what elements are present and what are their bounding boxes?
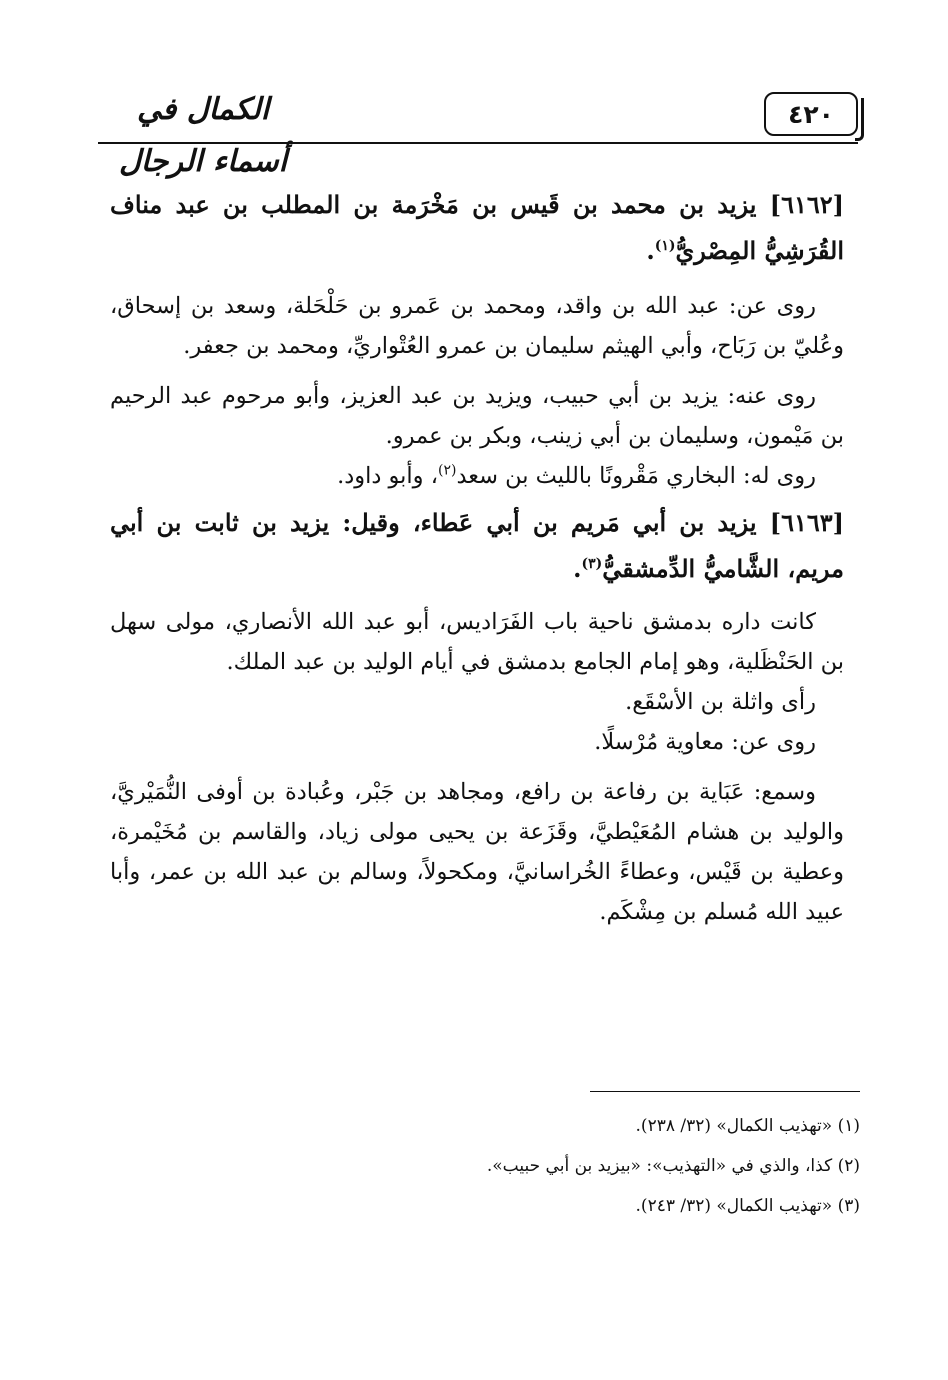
entry-heading-text: [٦١٦٢] يزيد بن محمد بن قَيس بن مَخْرَمة بن المطلب بن عبد مناف القُرَشِيُّ المِصْريُّ (110, 190, 844, 265)
entry-heading-end: . (646, 236, 655, 265)
page-body (110, 182, 844, 932)
footnote-ref: (١) (654, 238, 676, 254)
page-number: ٤٢٠ (764, 92, 858, 136)
paragraph (110, 456, 844, 496)
entry-heading-text: [٦١٦٣] يزيد بن أبي مَريم بن أبي عَطاء، وقيل: يزيد بن ثابت بن أبي مريم، الشَّاميُّ الدِّمشقيُّ (110, 508, 844, 583)
paragraph: وسمع: عَبَاية بن رفاعة بن رافع، ومجاهد بن جَبْر، وعُبادة بن أوفى النُّمَيْريَّ، والوليد بن هشام المُعَيْطيَّ، وقَزَعة بن يحيى مولى زياد، والقاسم بن مُخَيْمرة، وعطية بن قَيْس، وعطاءً الخُراسانيَّ، ومكحولاً، وسالم بن عبد الله بن عمر، وأبا عبيد الله مُسلم بن مِشْكَم. (110, 779, 844, 925)
footnote: (٣) «تهذيب الكمال» (٣٢/ ٢٤٣). (635, 1196, 860, 1216)
page-header (98, 84, 858, 179)
paragraph: رأى واثلة بن الأسْقَع. (625, 689, 816, 715)
entry-heading-end: . (573, 554, 582, 583)
footnote-ref: (٢) (437, 462, 457, 479)
paragraph-text: روى له: البخاري مَقْرونًا بالليث بن سعد (456, 463, 816, 489)
footnote: (١) «تهذيب الكمال» (٣٢/ ٢٣٨). (635, 1116, 860, 1136)
header-divider (98, 142, 858, 144)
book-title: الكمال في أسماء الرجال (118, 92, 288, 179)
footnote: (٢) كذا، والذي في «التهذيب»: «بيزيد بن أبي حبيب». (486, 1156, 860, 1176)
entry-heading (110, 182, 844, 274)
footnotes (120, 1106, 860, 1226)
footnote-ref: (٣) (581, 556, 603, 572)
paragraph-text: ، وأبو داود. (337, 463, 438, 489)
paragraph: روى عن: معاوية مُرْسلًا. (594, 729, 816, 755)
footnote-divider (590, 1091, 860, 1092)
paragraph: روى عن: عبد الله بن واقد، ومحمد بن عَمرو بن حَلْحَلة، وسعد بن إسحاق، وعُليّ بن رَبَاح، وأبي الهيثم سليمان بن عمرو العُتْواريِّ، ومحمد بن جعفر. (110, 293, 844, 359)
entry-heading (110, 500, 844, 592)
paragraph: روى عنه: يزيد بن أبي حبيب، ويزيد بن عبد العزيز، وأبو مرحوم عبد الرحيم بن مَيْمون، وسليمان بن أبي زينب، وبكر بن عمرو. (110, 383, 844, 449)
paragraph: كانت داره بدمشق ناحية باب الفَرَاديس، أبو عبد الله الأنصاري، مولى سهل بن الحَنْظَلية، وهو إمام الجامع بدمشق في أيام الوليد بن عبد الملك. (110, 609, 844, 675)
